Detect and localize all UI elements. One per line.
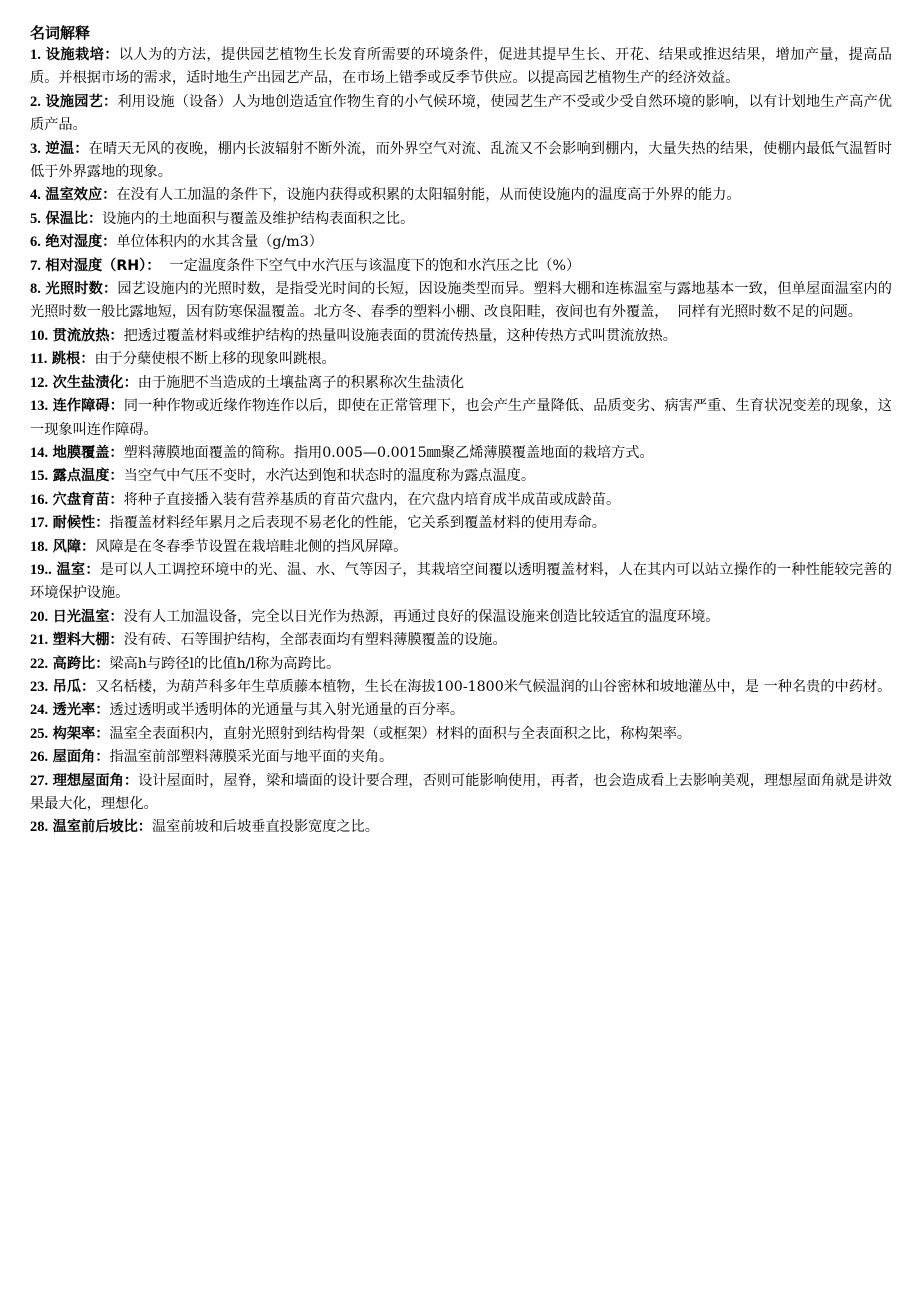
entry-number: 1. xyxy=(30,47,41,63)
definition-entry xyxy=(30,208,892,231)
entry-definition: 当空气中气压不变时，水汽达到饱和状态时的温度称为露点温度。 xyxy=(123,468,536,485)
entry-term: 温室 xyxy=(56,561,86,578)
definition-entry xyxy=(30,699,892,722)
entry-separator: ： xyxy=(109,491,124,508)
entry-term: 绝对湿度 xyxy=(45,234,103,251)
entry-term: 温室效应 xyxy=(45,187,103,204)
entry-definition: 塑料薄膜地面覆盖的简称。指用0.005—0.0015㎜聚乙烯薄膜覆盖地面的栽培方式。 xyxy=(123,444,654,461)
definition-entry xyxy=(30,746,892,769)
entry-definition: 单位体积内的水其含量（g/m3） xyxy=(116,234,323,251)
entry-definition: 利用设施（设备）人为地创造适宜作物生育的小气候环境，使园艺生产不受或少受自然环境的影响，以有计划地生产高产优质产品。 xyxy=(30,93,892,134)
entry-term: 地膜覆盖 xyxy=(52,444,110,461)
entry-definition: 又名栝楼，为葫芦科多年生草质藤本植物，生长在海拔100-1800米气候温润的山谷密林和坡地灌丛中，是 一种名贵的中药材。 xyxy=(95,678,892,695)
entry-definition: 是可以人工调控环境中的光、温、水、气等因子，其栽培空间覆以透明覆盖材料，人在其内可以站立操作的一种性能较完善的环境保护设施。 xyxy=(30,561,892,602)
entry-term: 日光温室 xyxy=(52,608,110,625)
entry-number: 11. xyxy=(30,351,48,368)
entry-number: 23. xyxy=(30,678,49,695)
entry-term: 穴盘育苗 xyxy=(52,491,110,508)
definition-entry xyxy=(30,138,892,185)
document-page xyxy=(30,22,892,840)
entry-definition: 园艺设施内的光照时数，是指受光时间的长短，因设施类型而异。塑料大棚和连栋温室与露地基本一致，但单屋面温室内的光照时数一般比露地短，因有防寒保温覆盖。北方冬、春季的塑料小棚、改良阳畦，夜间也有外覆盖， 同样有光照时数不足的问题。 xyxy=(30,281,892,321)
entry-number: 8. xyxy=(30,281,41,298)
entry-number: 17. xyxy=(30,515,49,532)
entry-number: 16. xyxy=(30,491,49,508)
entry-term: 构架率 xyxy=(52,725,96,742)
entry-separator: ： xyxy=(95,725,110,742)
entry-separator: ： xyxy=(123,772,139,789)
definition-entry xyxy=(30,629,892,652)
definition-entry xyxy=(30,255,892,278)
definition-entry xyxy=(30,395,892,442)
entry-separator: ： xyxy=(102,187,117,204)
entry-term: 连作障碍 xyxy=(52,398,110,415)
entry-term: 理想屋面角 xyxy=(52,772,124,789)
entry-term: 设施栽培 xyxy=(45,47,105,63)
entry-separator: ： xyxy=(80,351,95,368)
entry-term: 相对湿度（RH） xyxy=(45,257,147,274)
entry-definition: 设计屋面时，屋脊，梁和墙面的设计要合理，否则可能影响使用，再者，也会造成看上去影响美观，理想屋面角就是讲效果最大化，理想化。 xyxy=(30,772,892,812)
definition-entry xyxy=(30,559,892,606)
entry-number: 21. xyxy=(30,632,49,649)
definition-entry xyxy=(30,465,892,488)
definition-entry xyxy=(30,91,892,138)
entry-definition: 一定温度条件下空气中水汽压与该温度下的饱和水汽压之比（%） xyxy=(160,257,581,274)
entry-definition: 风障是在冬春季节设置在栽培畦北侧的挡风屏障。 xyxy=(95,538,408,555)
entry-term: 塑料大棚 xyxy=(52,632,110,649)
entry-definition: 指覆盖材料经年累月之后表现不易老化的性能，它关系到覆盖材料的使用寿命。 xyxy=(109,515,606,532)
definition-entry xyxy=(30,536,892,559)
entry-term: 高跨比 xyxy=(52,655,96,672)
entry-number: 6. xyxy=(30,234,41,251)
entry-definition: 没有砖、石等围护结构，全部表面均有塑料薄膜覆盖的设施。 xyxy=(123,632,507,649)
entry-term: 次生盐渍化 xyxy=(52,374,124,391)
entry-term: 设施园艺 xyxy=(45,93,103,110)
definition-entry xyxy=(30,606,892,629)
entry-definition: 温室前坡和后坡垂直投影宽度之比。 xyxy=(151,819,379,836)
entry-term: 风障 xyxy=(52,538,82,555)
entry-separator: ： xyxy=(87,210,103,227)
entry-separator: ： xyxy=(95,655,110,672)
entry-term: 逆温 xyxy=(45,140,75,157)
definition-entry xyxy=(30,676,892,699)
entry-number: 24. xyxy=(30,702,49,719)
entry-definition: 温室全表面积内，直射光照射到结构骨架（或框架）材料的面积与全表面积之比，称构架率。 xyxy=(109,725,692,742)
entry-number: 26. xyxy=(30,749,49,766)
entry-separator: ： xyxy=(81,538,96,555)
entry-definition: 将种子直接播入装有营养基质的育苗穴盘内，在穴盘内培育成半成苗或成龄苗。 xyxy=(123,491,621,508)
entry-number: 7. xyxy=(30,257,41,274)
definition-list xyxy=(30,44,892,840)
entry-separator: ： xyxy=(74,140,89,157)
entry-definition: 由于分蘖使根不断上移的现象叫跳根。 xyxy=(94,351,336,368)
entry-number: 28. xyxy=(30,819,49,836)
entry-term: 贯流放热 xyxy=(52,327,110,344)
definition-entry xyxy=(30,770,892,817)
entry-number: 20. xyxy=(30,608,49,625)
entry-separator: ： xyxy=(81,678,96,695)
entry-number: 15. xyxy=(30,468,49,485)
definition-entry xyxy=(30,489,892,512)
entry-number: 27. xyxy=(30,772,49,789)
definition-entry xyxy=(30,653,892,676)
entry-number: 12. xyxy=(30,374,49,391)
entry-definition: 以人为的方法，提供园艺植物生长发育所需要的环境条件，促进其提早生长、开花、结果或推迟结果，增加产量，提高品质。并根据市场的需求，适时地生产出园艺产品，在市场上错季或反季节供应。以提高园艺植物生产的经济效益。 xyxy=(30,47,892,87)
definition-entry xyxy=(30,816,892,839)
entry-term: 吊瓜 xyxy=(52,678,82,695)
entry-separator: ： xyxy=(102,234,117,251)
entry-separator: ： xyxy=(95,749,110,766)
entry-term: 跳根 xyxy=(51,351,81,368)
entry-number: 14. xyxy=(30,444,49,461)
entry-definition: 透过透明或半透明体的光通量与其入射光通量的百分率。 xyxy=(109,702,465,719)
definition-entry xyxy=(30,325,892,348)
entry-definition: 由于施肥不当造成的土壤盐离子的积累称次生盐渍化 xyxy=(137,374,465,391)
entry-definition: 在晴天无风的夜晚，棚内长波辐射不断外流，而外界空气对流、乱流又不会影响到棚内，大量失热的结果，使棚内最低气温暂时低于外界露地的现象。 xyxy=(30,140,892,181)
definition-entry xyxy=(30,512,892,535)
entry-term: 温室前后坡比 xyxy=(52,819,138,836)
definition-entry xyxy=(30,348,892,371)
entry-separator: ： xyxy=(123,374,138,391)
entry-definition: 梁高h与跨径l的比值h/l称为高跨比。 xyxy=(109,655,341,672)
entry-number: 10. xyxy=(30,327,49,344)
entry-term: 透光率 xyxy=(52,702,96,719)
entry-number: 19.. xyxy=(30,561,52,578)
entry-number: 22. xyxy=(30,655,49,672)
entry-definition: 同一种作物或近缘作物连作以后，即使在正常管理下，也会产生产量降低、品质变劣、病害严重、生育状况变差的现象，这一现象叫连作障碍。 xyxy=(30,398,892,438)
entry-separator: ： xyxy=(104,47,119,63)
entry-term: 耐候性 xyxy=(52,515,96,532)
entry-separator: ： xyxy=(109,398,124,415)
definition-entry xyxy=(30,372,892,395)
entry-separator: ： xyxy=(102,93,118,110)
definition-entry xyxy=(30,184,892,207)
entry-separator: ： xyxy=(137,819,152,836)
definition-entry xyxy=(30,44,892,91)
entry-term: 露点温度 xyxy=(52,468,110,485)
entry-separator: ： xyxy=(95,515,110,532)
entry-number: 25. xyxy=(30,725,49,742)
entry-separator: ： xyxy=(109,608,124,625)
entry-number: 5. xyxy=(30,210,41,227)
entry-number: 18. xyxy=(30,538,49,555)
entry-separator: ： xyxy=(102,281,118,298)
entry-term: 光照时数 xyxy=(45,281,103,298)
entry-definition: 没有人工加温设备，完全以日光作为热源，再通过良好的保温设施来创造比较适宜的温度环境。 xyxy=(123,608,720,625)
definition-entry xyxy=(30,442,892,465)
entry-separator: ： xyxy=(109,444,124,461)
entry-number: 4. xyxy=(30,187,41,204)
entry-separator: ： xyxy=(146,257,161,274)
entry-separator: ： xyxy=(85,561,100,578)
entry-definition: 把透过覆盖材料或维护结构的热量叫设施表面的贯流传热量，这种传热方式叫贯流放热。 xyxy=(123,327,677,344)
entry-number: 3. xyxy=(30,140,41,157)
section-heading: 名词解释 xyxy=(30,24,91,42)
entry-separator: ： xyxy=(109,632,124,649)
entry-definition: 设施内的土地面积与覆盖及维护结构表面积之比。 xyxy=(102,210,415,227)
entry-separator: ： xyxy=(95,702,110,719)
entry-definition: 指温室前部塑料薄膜采光面与地平面的夹角。 xyxy=(109,749,394,766)
entry-number: 2. xyxy=(30,93,41,110)
entry-separator: ： xyxy=(109,468,124,485)
definition-entry xyxy=(30,278,892,325)
definition-entry xyxy=(30,723,892,746)
entry-term: 保温比 xyxy=(45,210,88,227)
entry-definition: 在没有人工加温的条件下，设施内获得或积累的太阳辐射能，从而使设施内的温度高于外界的能力。 xyxy=(116,187,741,204)
definition-entry xyxy=(30,231,892,254)
entry-number: 13. xyxy=(30,398,49,415)
entry-term: 屋面角 xyxy=(52,749,96,766)
entry-separator: ： xyxy=(109,327,124,344)
